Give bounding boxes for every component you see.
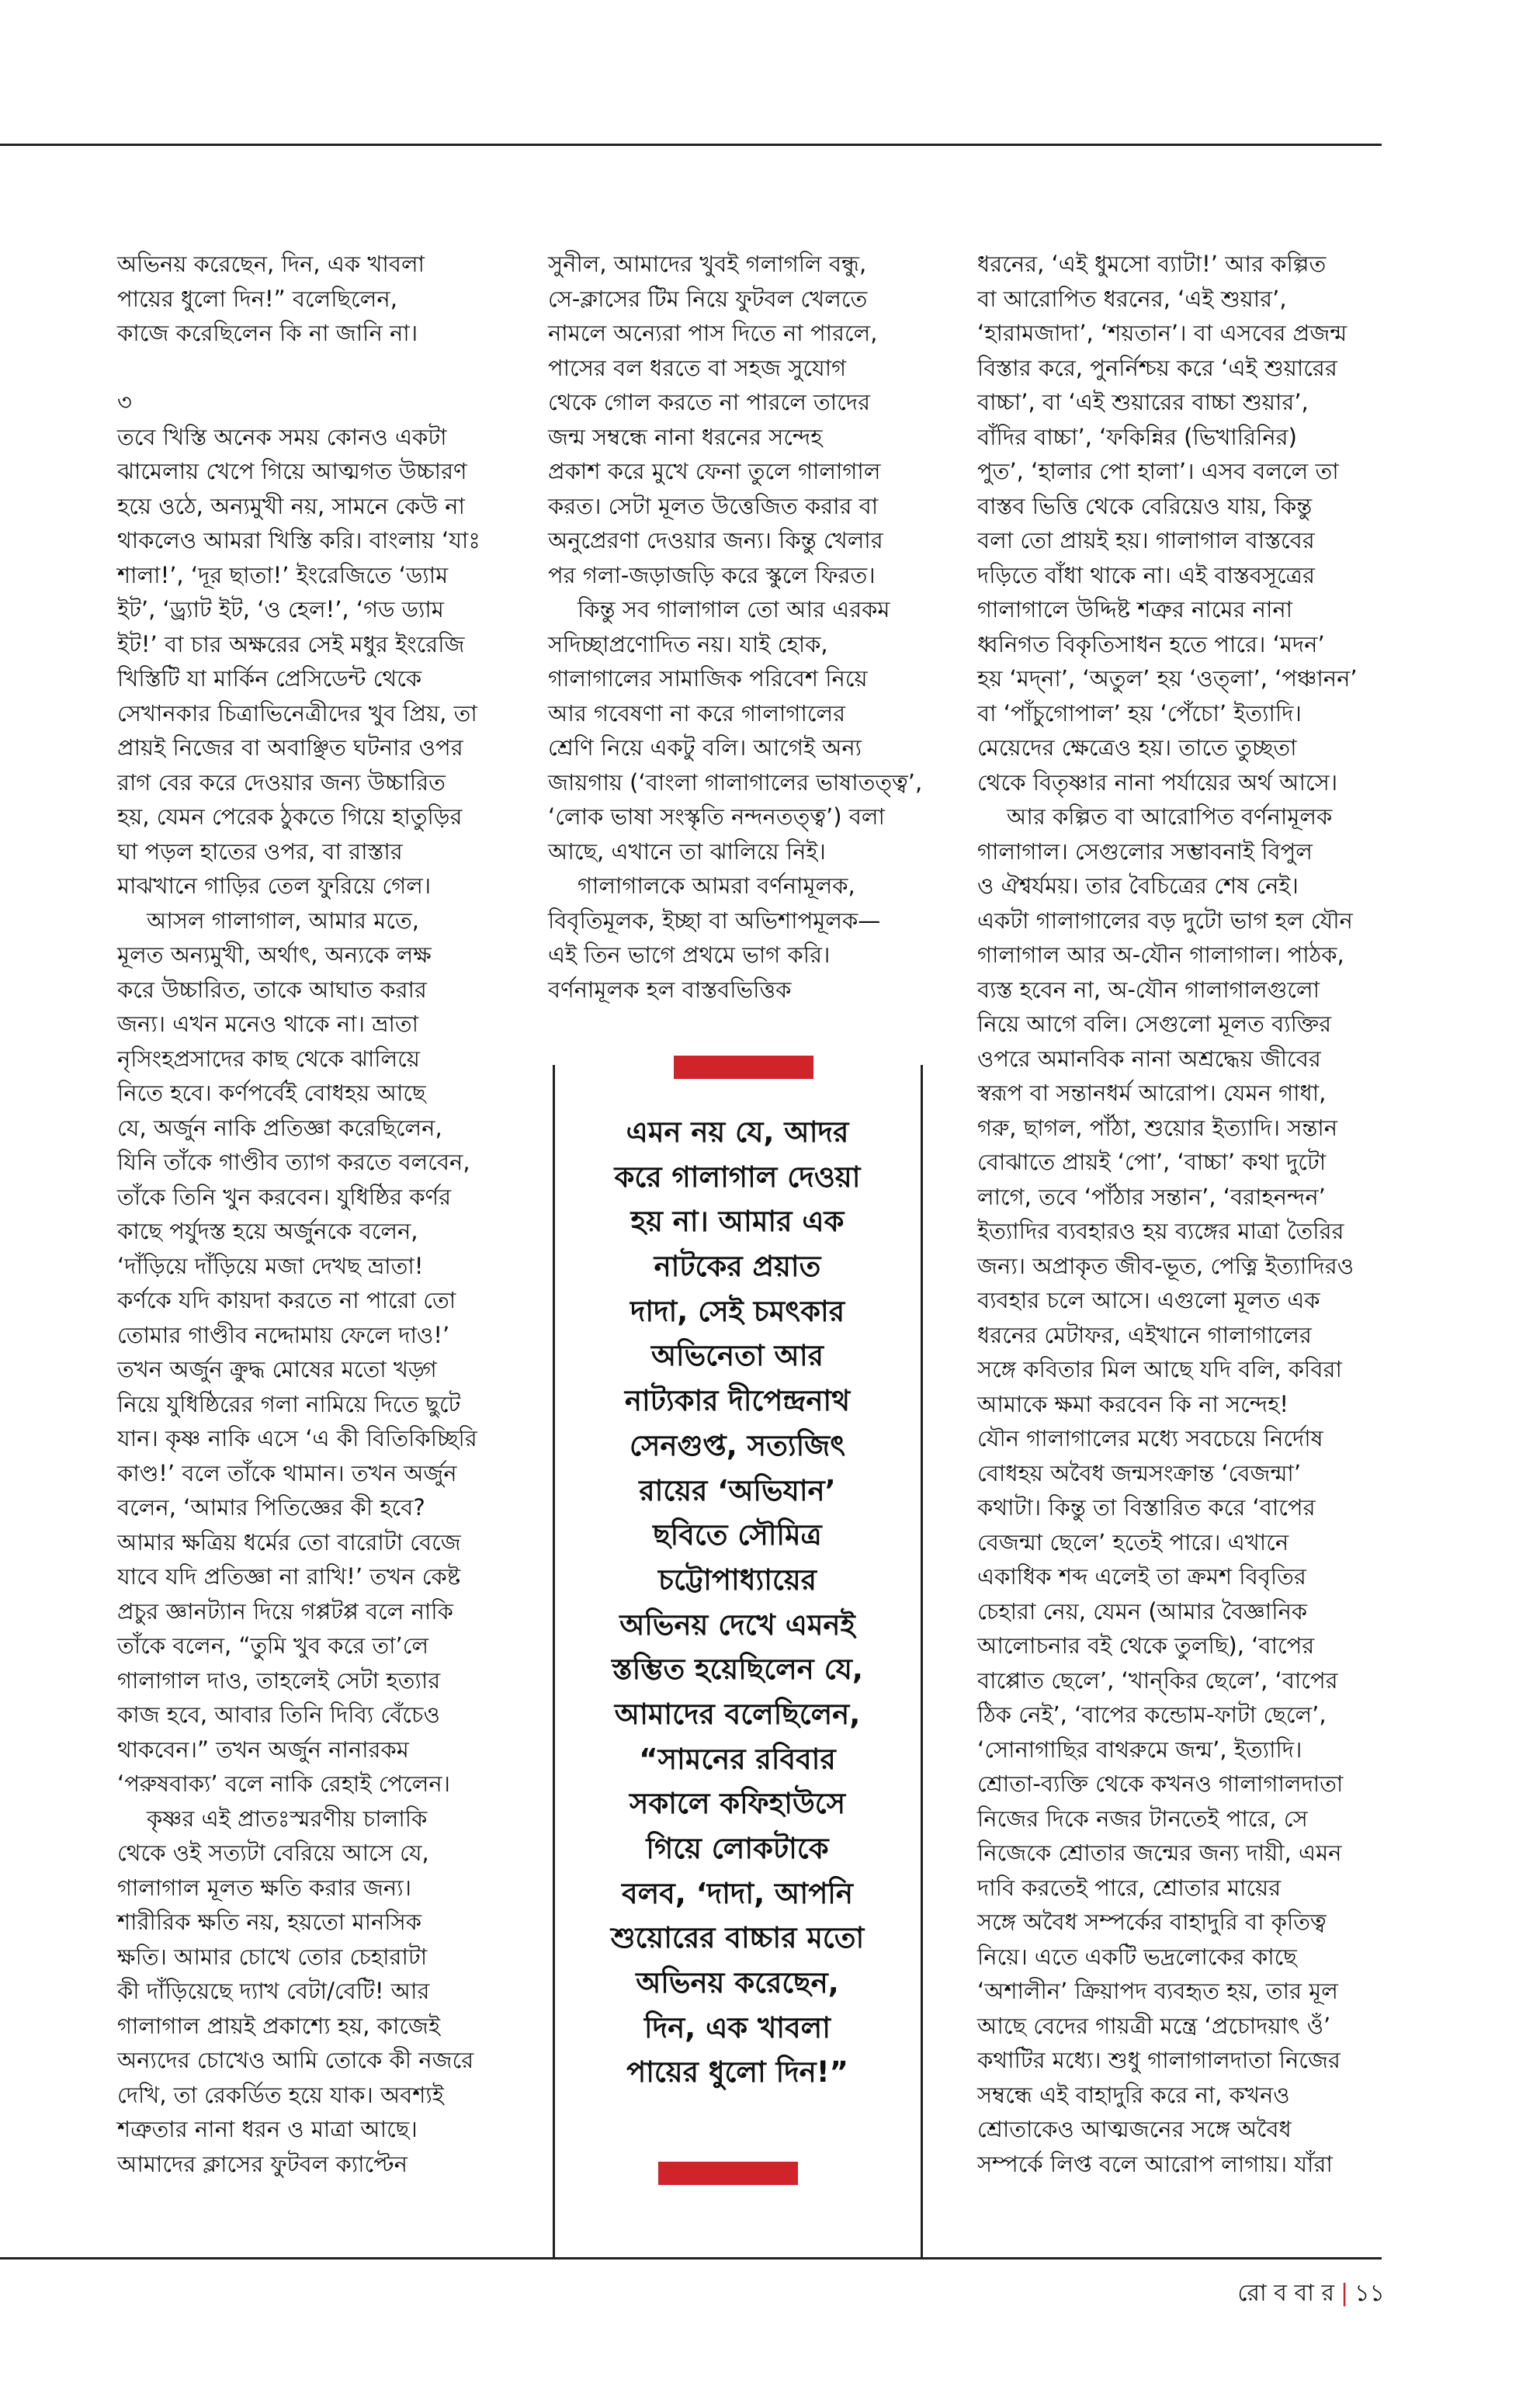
text-line: একটা গালাগালের বড় দুটো ভাগ হল যৌন xyxy=(977,907,1353,934)
text-line: বোঝাতে প্রায়ই ‘পো’, ‘বাচ্চা’ কথা দুটো xyxy=(977,1149,1327,1175)
text-line: শত্রুতার নানা ধরন ও মাত্রা আছে। xyxy=(117,2116,418,2142)
pull-quote-line: অভিনেতা আর xyxy=(650,1339,824,1373)
text-line: আমাকে ক্ষমা করবেন কি না সন্দেহ! xyxy=(977,1390,1289,1417)
text-line: নিয়ে। এতে একটি ভদ্রলোকের কাছে xyxy=(977,1943,1297,1970)
text-line: শ্রেণি নিয়ে একটু বলি। আগেই অন্য xyxy=(548,734,862,761)
pull-quote-line: অভিনয় করেছেন, xyxy=(636,1966,839,2000)
text-line: কৃষ্ণর এই প্রাতঃস্মরণীয় চালাকি xyxy=(147,1805,428,1832)
text-line: দড়িতে বাঁধা থাকে না। এই বাস্তবসূত্রের xyxy=(977,561,1315,588)
pull-quote-line: সকালে কফিহাউসে xyxy=(629,1787,846,1821)
pull-quote-line: নাটকের প্রয়াত xyxy=(654,1250,821,1284)
text-line: ওপরে অমানবিক নানা অশ্রদ্ধেয় জীবের xyxy=(977,1045,1321,1072)
text-line: সম্বন্ধে এই বাহাদুরি করে না, কখনও xyxy=(977,2081,1290,2108)
text-line: মেয়েদের ক্ষেত্রেও হয়। তাতে তুচ্ছতা xyxy=(977,734,1297,761)
text-line: কাজে করেছিলেন কি না জানি না। xyxy=(117,320,418,346)
text-line: তাঁকে বলেন, “তুমি খুব করে তা’লে xyxy=(117,1632,429,1659)
article-column-3 xyxy=(977,247,1385,2181)
text-line: ‘অশালীন’ ক্রিয়াপদ ব্যবহৃত হয়, তার মূল xyxy=(977,1978,1338,2004)
pull-quote-line: আমাদের বলেছিলেন, xyxy=(614,1697,861,1731)
text-line: জন্য। অপ্রাকৃত জীব-ভূত, পেত্নি ইত্যাদিরও xyxy=(977,1252,1354,1279)
text-line: কাণ্ড!’ বলে তাঁকে থামান। তখন অর্জুন xyxy=(117,1459,457,1486)
text-line: থেকে গোল করতে না পারলে তাদের xyxy=(548,389,871,415)
text-line: প্রকাশ করে মুখে ফেনা তুলে গালাগাল xyxy=(548,458,881,484)
text-line: গালাগাল মূলত ক্ষতি করার জন্য। xyxy=(117,1874,411,1901)
text-line: গালাগাল প্রায়ই প্রকাশ্যে হয়, কাজেই xyxy=(117,2012,441,2039)
text-line: শালা!’, ‘দূর ছাতা!’ ইংরেজিতে ‘ড্যাম xyxy=(117,561,449,588)
pull-quote-line: অভিনয় দেখে এমনই xyxy=(619,1607,855,1642)
page-number: ১১ xyxy=(1354,2280,1385,2307)
text-line: ব্যস্ত হবেন না, অ-যৌন গালাগালগুলো xyxy=(977,976,1320,1003)
text-line: পুত’, ‘হালার পো হালা’। এসব বললে তা xyxy=(977,458,1339,484)
text-line: গালাগাল দাও, তাহলেই সেটা হত্যার xyxy=(117,1666,441,1694)
text-line: একাধিক শব্দ এলেই তা ক্রমশ বিবৃতির xyxy=(977,1563,1306,1590)
text-line: ক্ষতি। আমার চোখে তোর চেহারাটা xyxy=(117,1943,428,1970)
text-line: গালাগালের সামাজিক পরিবেশ নিয়ে xyxy=(548,665,868,692)
pull-quote-line: এমন নয় যে, আদর xyxy=(626,1115,849,1149)
text-line: আমাদের ক্লাসের ফুটবল ক্যাপ্টেন xyxy=(117,2150,408,2177)
text-line: সুনীল, আমাদের খুবই গলাগলি বন্ধু, xyxy=(548,251,867,277)
text-line: ধ্বনিগত বিকৃতিসাধন হতে পারে। ‘মদন’ xyxy=(977,630,1325,657)
text-line: আছে, এখানে তা ঝালিয়ে নিই। xyxy=(548,838,826,865)
text-line: আমার ক্ষত্রিয় ধর্মের তো বারোটা বেজে xyxy=(117,1528,461,1555)
bottom-rule xyxy=(0,2257,1382,2259)
text-line: ৩ xyxy=(117,389,132,415)
text-line: চেহারা নেয়, যেমন (আমার বৈজ্ঞানিক xyxy=(977,1597,1308,1625)
text-line: যিনি তাঁকে গাণ্ডীব ত্যাগ করতে বলবেন, xyxy=(117,1149,470,1175)
text-line: বাঁদির বাচ্চা’, ‘ফকিন্নির (ভিখারিনির) xyxy=(977,423,1297,450)
pull-quote-line: হয় না। আমার এক xyxy=(630,1205,845,1239)
text-line: অন্যদের চোখেও আমি তোকে কী নজরে xyxy=(117,2047,474,2073)
text-line: বা আরোপিত ধরনের, ‘এই শুয়ার’, xyxy=(977,285,1287,312)
text-line: ‘হারামজাদা’, ‘শয়তান’। বা এসবের প্রজন্ম xyxy=(977,320,1348,346)
text-line: শ্রোতাকেও আত্মজনের সঙ্গে অবৈধ xyxy=(977,2116,1292,2142)
text-line: তাঁকে তিনি খুন করবেন। যুধিষ্ঠির কর্ণর xyxy=(117,1183,452,1210)
pull-quote-line: শুয়োরের বাচ্চার মতো xyxy=(610,1921,865,1955)
text-line: আর গবেষণা না করে গালাগালের xyxy=(548,699,846,727)
text-line: থেকে ওই সত্যটা বেরিয়ে আসে যে, xyxy=(117,1840,429,1866)
text-line: বিস্তার করে, পুনর্নিশ্চয় করে ‘এই শুয়ারের xyxy=(977,354,1337,381)
text-line: যান। কৃষ্ণ নাকি এসে ‘এ কী বিতিকিচ্ছিরি xyxy=(117,1425,477,1451)
text-line: হয়ে ওঠে, অন্যমুখী নয়, সামনে কেউ না xyxy=(117,492,465,519)
text-line: বোধহয় অবৈধ জন্মসংক্রান্ত ‘বেজন্মা’ xyxy=(977,1459,1302,1486)
text-line: শ্রোতা-ব্যক্তি থেকে কখনও গালাগালদাতা xyxy=(977,1770,1344,1797)
pull-quote xyxy=(555,1110,920,2095)
text-line: ধরনের, ‘এই ধুমসো ব্যাটা!’ আর কল্পিত xyxy=(977,251,1327,277)
pull-quote-top-accent-bar xyxy=(674,1056,813,1079)
text-line: আসল গালাগাল, আমার মতে, xyxy=(147,907,419,934)
text-line: প্রচুর জ্ঞানট্যান দিয়ে গপ্পটপ্প বলে নাকি xyxy=(117,1597,453,1625)
text-line: গালাগাল। সেগুলোর সম্ভাবনাই বিপুল xyxy=(977,838,1313,865)
page-footer xyxy=(1237,2274,1385,2314)
text-line: সদিচ্ছাপ্রণোদিত নয়। যাই হোক, xyxy=(548,630,828,657)
text-line: তখন অর্জুন ক্রুদ্ধ মোষের মতো খড়্গ xyxy=(117,1356,437,1382)
text-line: ধরনের মেটাফর, এইখানে গালাগালের xyxy=(977,1321,1312,1348)
text-line: ঘা পড়ল হাতের ওপর, বা রাস্তার xyxy=(117,838,403,865)
text-line: বাচ্চা’, বা ‘এই শুয়ারের বাচ্চা শুয়ার’, xyxy=(977,389,1309,415)
text-line: বাস্তব ভিত্তি থেকে বেরিয়েও যায়, কিন্তু xyxy=(977,492,1313,519)
text-line: অভিনয় করেছেন, দিন, এক খাবলা xyxy=(117,251,425,277)
text-line: সম্পর্কে লিপ্ত বলে আরোপ লাগায়। যাঁরা xyxy=(977,2150,1333,2177)
text-line: যে, অর্জুন নাকি প্রতিজ্ঞা করেছিলেন, xyxy=(117,1114,442,1141)
magazine-name: রো ব বা র xyxy=(1237,2280,1334,2307)
text-line: যাবে যদি প্রতিজ্ঞা না রাখি!’ তখন কেষ্ট xyxy=(117,1563,461,1590)
pull-quote-line: করে গালাগাল দেওয়া xyxy=(614,1160,861,1194)
pull-quote-line: সেনগুপ্ত, সত্যজিৎ xyxy=(629,1428,846,1462)
text-line: হয় ‘মদ্‌না’, ‘অতুল’ হয় ‘ওত্‌লা’, ‘পঞ্চানন’ xyxy=(977,665,1358,692)
text-line: গালাগালে উদ্দিষ্ট শত্রুর নামের নানা xyxy=(977,596,1293,623)
text-line: নিজেকে শ্রোতার জন্মের জন্য দায়ী, এমন xyxy=(977,1840,1342,1866)
text-line: নিতে হবে। কর্ণপর্বেই বোধহয় আছে xyxy=(117,1080,426,1106)
pull-quote-bottom-accent-bar xyxy=(658,2162,798,2185)
text-line: বর্ণনামূলক হল বাস্তবভিত্তিক xyxy=(548,976,792,1003)
text-line: থাকলেও আমরা খিস্তি করি। বাংলায় ‘যাঃ xyxy=(117,527,480,553)
text-line: কাছে পর্যুদস্ত হয়ে অর্জুনকে বলেন, xyxy=(117,1218,418,1244)
text-line: আর কল্পিত বা আরোপিত বর্ণনামূলক xyxy=(1007,803,1333,830)
pull-quote-line: গিয়ে লোকটাকে xyxy=(646,1832,829,1865)
text-line: গালাগালকে আমরা বর্ণনামূলক, xyxy=(578,872,855,899)
text-line: ও ঐশ্বর্যময়। তার বৈচিত্রের শেষ নেই। xyxy=(977,872,1299,899)
text-line: গালাগাল আর অ-যৌন গালাগাল। পাঠক, xyxy=(977,942,1344,968)
text-line: সঙ্গে অবৈধ সম্পর্কের বাহাদুরি বা কৃতিত্ব xyxy=(977,1909,1327,1935)
text-line: দাবি করতেই পারে, শ্রোতার মায়ের xyxy=(977,1874,1282,1901)
text-line: প্রায়ই নিজের বা অবাঞ্ছিত ঘটনার ওপর xyxy=(117,734,463,761)
pull-quote-line: বলব, ‘দাদা, আপনি xyxy=(622,1876,853,1910)
pull-quote-right-divider xyxy=(921,1065,923,2257)
text-line: ‘লোক ভাষা সংস্কৃতি নন্দনতত্ত্ব’) বলা xyxy=(548,803,885,830)
text-line: জন্ম সম্বন্ধে নানা ধরনের সন্দেহ xyxy=(548,423,823,450)
text-line: ‘পরুষবাক্য’ বলে নাকি রেহাই পেলেন। xyxy=(117,1770,451,1797)
text-line: ইত্যাদির ব্যবহারও হয় ব্যঙ্গের মাত্রা তৈরির xyxy=(977,1218,1344,1244)
text-line: পাসের বল ধরতে বা সহজ সুযোগ xyxy=(548,354,847,381)
text-line: বলেন, ‘আমার পিতিজ্ঞের কী হবে? xyxy=(117,1494,425,1521)
text-line: আলোচনার বই থেকে তুলছি), ‘বাপের xyxy=(977,1632,1315,1659)
text-line: পায়ের ধুলো দিন!” বলেছিলেন, xyxy=(117,285,397,312)
pull-quote-line: রায়ের ‘অভিযান’ xyxy=(639,1473,836,1507)
text-line: গরু, ছাগল, পাঁঠা, শুয়োর ইত্যাদি। সন্তান xyxy=(977,1114,1338,1141)
text-line: নিয়ে আগে বলি। সেগুলো মূলত ব্যক্তির xyxy=(977,1011,1332,1037)
text-line: কাজ হবে, আবার তিনি দিব্যি বেঁচেও xyxy=(117,1701,440,1728)
text-line: ‘সোনাগাছির বাথরুমে জন্ম’, ইত্যাদি। xyxy=(977,1736,1302,1763)
pull-quote-line: চট্টোপাধ্যায়ের xyxy=(658,1562,817,1597)
pull-quote-line: পায়ের ধুলো দিন!” xyxy=(626,2055,848,2090)
text-line: লাগে, তবে ‘পাঁঠার সন্তান’, ‘বরাহনন্দন’ xyxy=(977,1183,1326,1210)
text-line: জায়গায় (‘বাংলা গালাগালের ভাষাতত্ত্ব’, xyxy=(548,768,923,796)
text-line: কী দাঁড়িয়েছে দ্যাখ বেটা/বেটি! আর xyxy=(117,1978,430,2004)
text-line: ঠিক নেই’, ‘বাপের কন্ডোম-ফাটা ছেলে’, xyxy=(977,1701,1327,1728)
text-line: বেজন্মা ছেলে’ হতেই পারে। এখানে xyxy=(977,1528,1289,1555)
text-line: বিবৃতিমূলক, ইচ্ছা বা অভিশাপমূলক— xyxy=(548,907,881,934)
text-line: সেখানকার চিত্রাভিনেত্রীদের খুব প্রিয়, তা xyxy=(117,699,477,727)
text-line: করে উচ্চারিত, তাকে আঘাত করার xyxy=(117,976,427,1003)
text-line: কিন্তু সব গালাগাল তো আর এরকম xyxy=(578,596,890,623)
text-line: শারীরিক ক্ষতি নয়, হয়তো মানসিক xyxy=(117,1909,422,1935)
article-column-2 xyxy=(548,247,923,1007)
text-line: দেখি, তা রেকর্ডিত হয়ে যাক। অবশ্যই xyxy=(117,2081,444,2108)
top-rule xyxy=(0,144,1382,146)
pull-quote-line: স্তম্ভিত হয়েছিলেন যে, xyxy=(612,1653,863,1687)
text-line: থাকবেন।” তখন অর্জুন নানারকম xyxy=(117,1736,409,1763)
text-line: কথাটির মধ্যে। শুধু গালাগালদাতা নিজের xyxy=(977,2047,1341,2073)
pull-quote-line: “সামনের রবিবার xyxy=(639,1742,836,1776)
text-line: ‘দাঁড়িয়ে দাঁড়িয়ে মজা দেখছ ভ্রাতা! xyxy=(117,1252,424,1279)
text-line: কথাটা। কিন্তু তা বিস্তারিত করে ‘বাপের xyxy=(977,1494,1316,1521)
text-line: সে-ক্লাসের টিম নিয়ে ফুটবল খেলতে xyxy=(548,285,868,312)
text-line: খিস্তিটি যা মার্কিন প্রেসিডেন্ট থেকে xyxy=(117,665,422,692)
pull-quote-line: নাট্যকার দীপেন্দ্রনাথ xyxy=(624,1384,851,1418)
pull-quote-line: ছবিতে সৌমিত্র xyxy=(653,1518,822,1552)
text-line: ইট!’ বা চার অক্ষরের সেই মধুর ইংরেজি xyxy=(117,630,465,657)
text-line: থেকে বিতৃষ্ণার নানা পর্যায়ের অর্থ আসে। xyxy=(977,768,1338,796)
article-column-1 xyxy=(117,247,501,2181)
pull-quote-line: দিন, এক খাবলা xyxy=(644,2010,831,2044)
text-line: জন্য। এখন মনেও থাকে না। ভ্রাতা xyxy=(117,1011,419,1037)
pull-quote-line: দাদা, সেই চমৎকার xyxy=(630,1294,845,1328)
text-line: নামলে অন্যেরা পাস দিতে না পারলে, xyxy=(548,320,878,346)
text-line: যৌন গালাগালের মধ্যে সবচেয়ে নির্দোষ xyxy=(977,1425,1323,1451)
text-line: কর্ণকে যদি কায়দা করতে না পারো তো xyxy=(117,1287,456,1313)
text-line: মূলত অন্যমুখী, অর্থাৎ, অন্যকে লক্ষ xyxy=(117,942,432,968)
text-line: এই তিন ভাগে প্রথমে ভাগ করি। xyxy=(548,942,831,968)
text-line: বা ‘পাঁচুগোপাল’ হয় ‘পেঁচো’ ইত্যাদি। xyxy=(977,699,1302,727)
text-line: হয়, যেমন পেরেক ঠুকতে গিয়ে হাতুড়ির xyxy=(117,803,463,830)
text-line: তবে খিস্তি অনেক সময় কোনও একটা xyxy=(117,423,447,450)
text-line: স্বরূপ বা সন্তানধর্ম আরোপ। যেমন গাধা, xyxy=(977,1080,1327,1106)
text-line: মাঝখানে গাড়ির তেল ফুরিয়ে গেল। xyxy=(117,872,432,899)
text-line: ঝামেলায় খেপে গিয়ে আত্মগত উচ্চারণ xyxy=(117,458,467,484)
text-line xyxy=(117,351,501,386)
text-line: ইট’, ‘ড্র্যাট ইট, ‘ও হেল!’, ‘গড ড্যাম xyxy=(117,596,444,623)
text-line: বলা তো প্রায়ই হয়। গালাগাল বাস্তবের xyxy=(977,527,1315,553)
text-line: সঙ্গে কবিতার মিল আছে যদি বলি, কবিরা xyxy=(977,1356,1342,1382)
text-line: পর গলা-জড়াজড়ি করে স্কুলে ফিরত। xyxy=(548,561,876,588)
text-line: নিয়ে যুধিষ্ঠিরের গলা নামিয়ে দিতে ছুটে xyxy=(117,1390,461,1417)
text-line: তোমার গাণ্ডীব নদ্দোমায় ফেলে দাও!’ xyxy=(117,1321,450,1348)
text-line: অনুপ্রেরণা দেওয়ার জন্য। কিন্তু খেলার xyxy=(548,527,883,553)
text-line: বাপ্পোত ছেলে’, ‘খান্‌কির ছেলে’, ‘বাপের xyxy=(977,1666,1338,1694)
text-line: করত। সেটা মূলত উত্তেজিত করার বা xyxy=(548,492,879,519)
text-line: আছে বেদের গায়ত্রী মন্ত্রে ‘প্রচোদয়াৎ ওঁ’ xyxy=(977,2012,1331,2039)
footer-separator: | xyxy=(1340,2280,1349,2307)
text-line: নৃসিংহপ্রসাদের কাছ থেকে ঝালিয়ে xyxy=(117,1045,420,1072)
text-line: নিজের দিকে নজর টানতেই পারে, সে xyxy=(977,1805,1308,1832)
text-line: রাগ বের করে দেওয়ার জন্য উচ্চারিত xyxy=(117,768,446,796)
text-line: ব্যবহার চলে আসে। এগুলো মূলত এক xyxy=(977,1287,1320,1313)
